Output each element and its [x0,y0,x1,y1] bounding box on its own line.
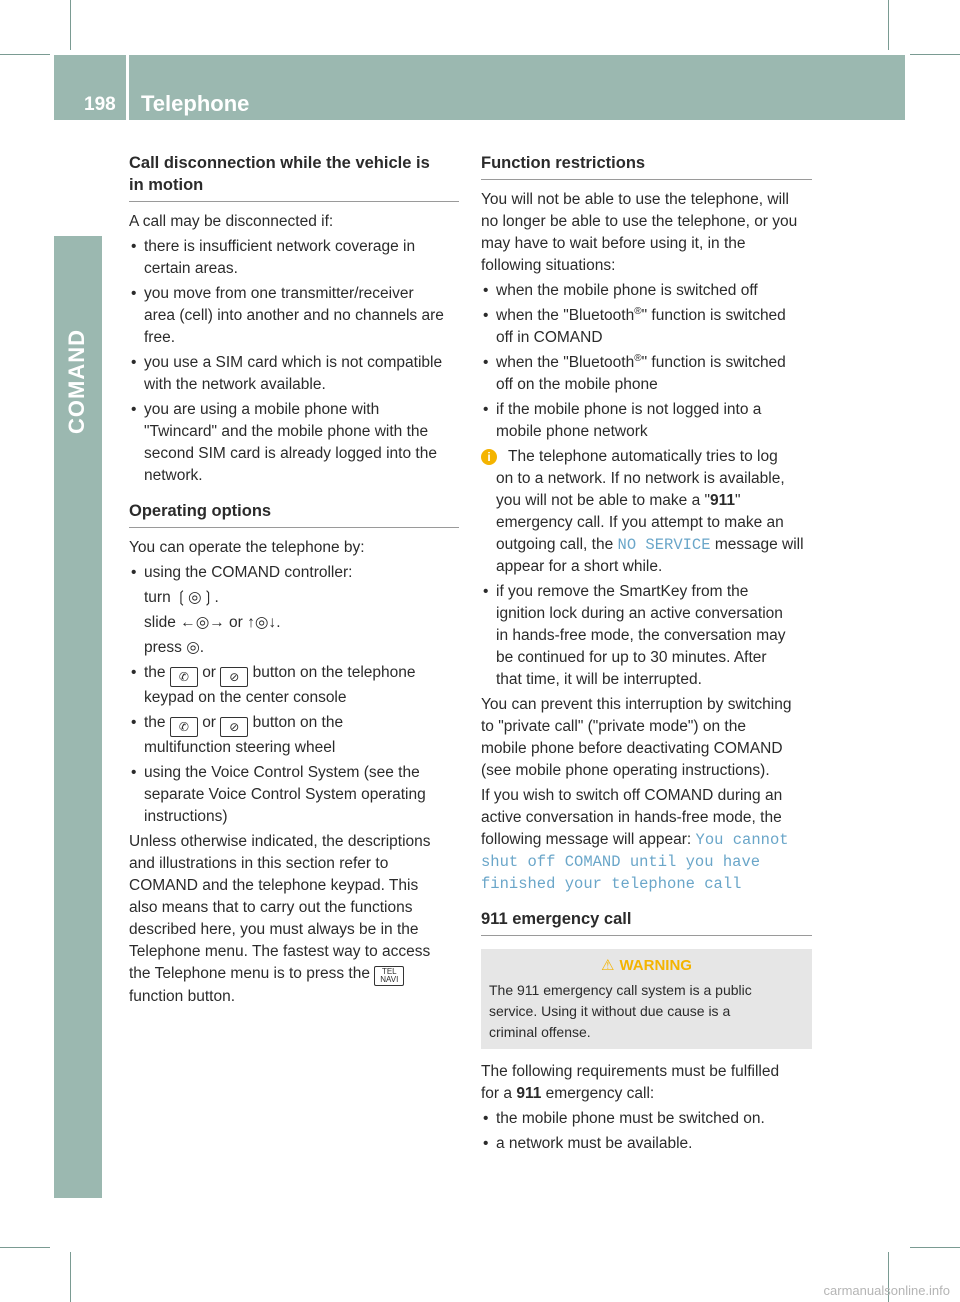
crop-mark [0,1247,50,1248]
controller-slide-lr-icon: ←◎→ [180,614,225,631]
controller-slide: slide ←◎→ or ↑◎↓. [144,614,281,631]
warning-box: ⚠ WARNING The 911 emergency call system is a public service. Using it without due cause is a criminal offense. [481,949,812,1049]
left-column [129,152,459,1011]
paragraph: You will not be able to use the telephone, will no longer be able to use the telephone, or you may have to wait before using it, in the following situations: [481,191,798,274]
section-title: Telephone [141,91,250,116]
paragraph: If you wish to switch off COMAND during an active conversation in hands-free mode, the following message will appear: You cannot shut off COMAND until you have finished your telephone call [481,787,789,893]
controller-slide-ud-icon: ↑◎↓ [247,614,277,631]
controller-turn: turn ❲◎❳. [144,589,219,606]
phone-hangup-icon: ⊘ [220,717,248,737]
phone-hangup-icon: ⊘ [220,667,248,687]
watermark: carmanualsonline.info [823,1283,950,1298]
list-item: • you move from one transmitter/receiver area (cell) into another and no channels are free. [131,285,444,346]
display-message: You cannot [695,831,789,849]
list-item: • using the COMAND controller: [131,564,353,581]
header-divider [126,55,129,120]
info-note: i The telephone automatically tries to log on to a network. If no network is available, you will not be able to make a "911" emergency call. If you attempt to make an outgoing call, the NO SERVICE message will appear for a short while. [481,446,812,578]
heading-call-disconnection [129,152,459,202]
paragraph: Unless otherwise indicated, the descriptions and illustrations in this section refer to COMAND and the telephone keypad. This also means that to carry out the functions described here, you must always be in the Telephone menu. The fastest way to access the Telephone menu is to press the TEL NAVI function button. [129,833,431,1005]
bullet-list [129,236,459,487]
list-item: • the ✆ or ⊘ button on the multifunction steering wheel [131,714,344,756]
bullet-list [481,280,812,443]
heading-911-emergency-call: 911 emergency call [481,908,812,936]
phone-pickup-icon: ✆ [170,717,198,737]
crop-mark [888,0,889,50]
bullet-list [481,581,812,691]
list-item: • using the Voice Control System (see the separate Voice Control System operating instructions) [131,764,426,825]
heading-line: Call disconnection while the vehicle is [129,154,430,172]
paragraph: You can prevent this interruption by switching to "private call" ("private mode") on the mobile phone before deactivating COMAND (see mobile phone operating instructions). [481,696,792,779]
crop-mark [910,54,960,55]
bullet-list [481,1108,812,1155]
display-message: shut off COMAND until you have [481,853,761,871]
phone-pickup-icon: ✆ [170,667,198,687]
right-column [481,152,812,1158]
list-item: • you are using a mobile phone with "Twincard" and the mobile phone with the second SIM card is already logged into the network. [131,401,437,484]
list-item: • when the mobile phone is switched off [483,282,758,299]
crop-mark [0,54,50,55]
side-tab-label: COMAND [64,329,89,434]
list-item: • you use a SIM card which is not compatible with the network available. [131,354,443,393]
bullet-list [129,562,459,584]
list-item: • if you remove the SmartKey from the ignition lock during an active conversation in hands-free mode, the conversation may be continued for up to 30 minutes. After that time, it will be interrupted. [483,583,786,688]
warning-triangle-icon: ⚠ [601,957,615,974]
crop-mark [910,1247,960,1248]
heading-line: in motion [129,176,204,194]
list-item: • there is insufficient network coverage in certain areas. [131,238,416,277]
display-message: finished your telephone call [481,875,742,893]
paragraph: The following requirements must be fulfilled for a 911 emergency call: [481,1063,780,1102]
bullet-list [129,662,459,828]
heading-operating-options: Operating options [129,500,459,528]
crop-mark [70,1252,71,1302]
no-service-message: NO SERVICE [617,536,711,554]
warning-title: WARNING [619,957,692,974]
info-icon: i [481,449,497,465]
crop-mark [70,0,71,50]
controller-press-icon: ◎ [186,639,200,656]
paragraph: A call may be disconnected if: [129,213,334,230]
list-item: • if the mobile phone is not logged into a mobile phone network [483,401,762,440]
controller-turn-icon: ❲◎❳ [175,589,215,606]
side-tab-label-wrap [64,234,92,434]
list-item: • the ✆ or ⊘ button on the telephone keypad on the center console [131,664,416,706]
list-item: • when the "Bluetooth®" function is switched off in COMAND [483,305,786,346]
paragraph: You can operate the telephone by: [129,539,365,556]
heading-function-restrictions: Function restrictions [481,152,812,180]
warning-header [489,955,804,976]
list-item: • a network must be available. [483,1135,693,1152]
controller-press: press ◎. [144,639,205,656]
tel-navi-key-icon: TEL NAVI [374,966,404,986]
list-item: • when the "Bluetooth®" function is switched off on the mobile phone [483,352,786,393]
page-number: 198 [84,94,116,115]
list-item: • the mobile phone must be switched on. [483,1110,765,1127]
